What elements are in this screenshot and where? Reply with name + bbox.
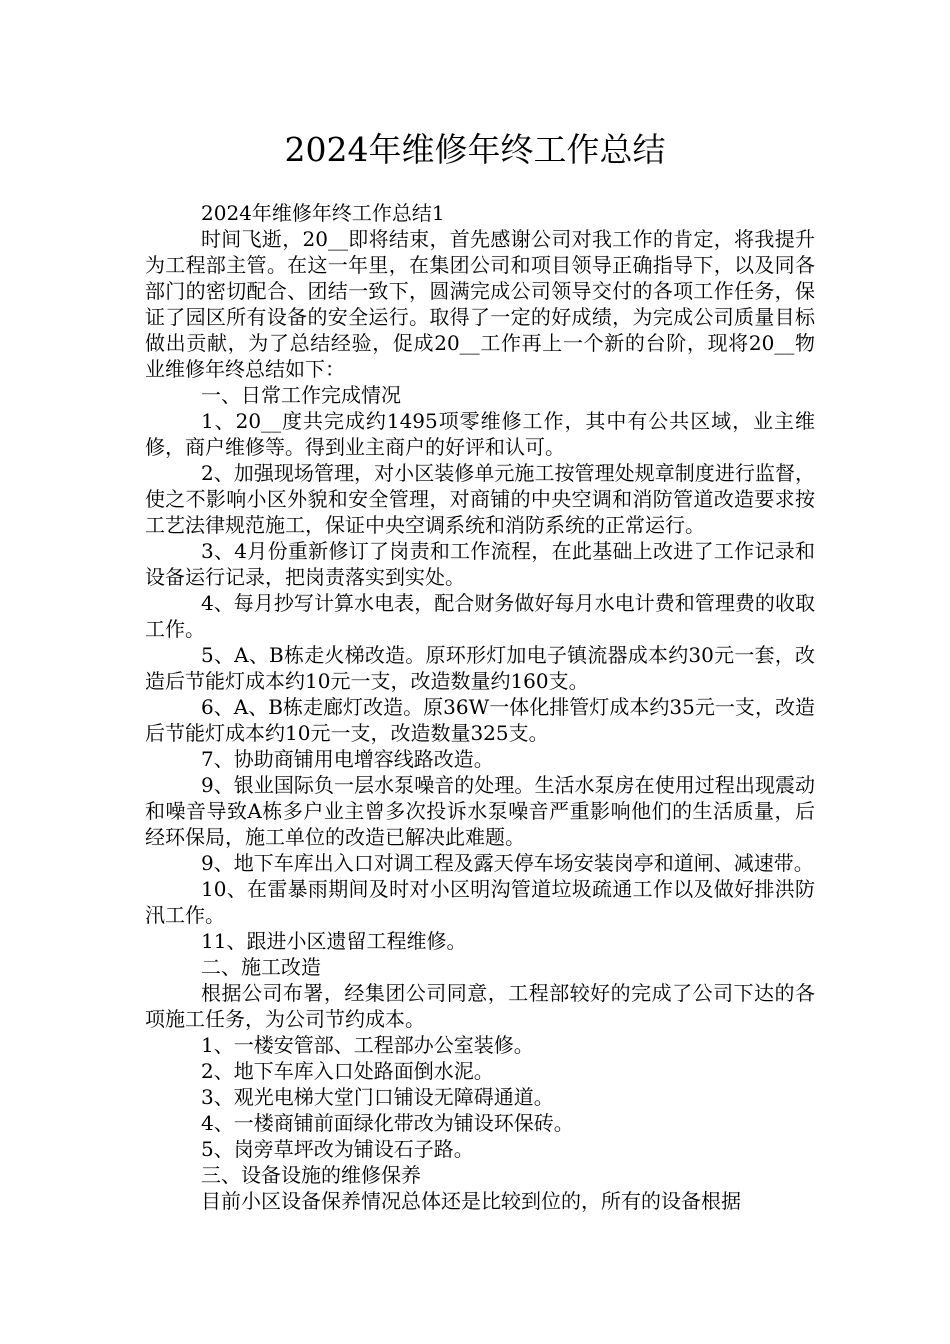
document-title: 2024年维修年终工作总结 <box>284 130 666 169</box>
list-item: 2、加强现场管理，对小区装修单元施工按管理处规章制度进行监督，使之不影响小区外貌和安全管理，对商铺的中央空调和消防管道改造要求按工艺法律规范施工，保证中央空调系统和消防系统的正常运行。 <box>145 461 815 537</box>
list-item: 4、每月抄写计算水电表，配合财务做好每月水电计费和管理费的收取工作。 <box>145 591 815 641</box>
list-item: 4、一楼商铺前面绿化带改为铺设环保砖。 <box>201 1111 574 1135</box>
document-body <box>145 200 815 1214</box>
list-item: 10、在雷暴雨期间及时对小区明沟管道垃圾疏通工作以及做好排洪防汛工作。 <box>145 877 815 927</box>
section-heading: 一、日常工作完成情况 <box>201 383 401 407</box>
intro-paragraph: 时间飞逝，20__即将结束，首先感谢公司对我工作的肯定，将我提升为工程部主管。在这一年里，在集团公司和项目领导正确指导下，以及同各部门的密切配合、团结一致下，圆满完成公司领导交付的各项工作任务，保证了园区所有设备的安全运行。取得了一定的好成绩，为完成公司质量目标做出贡献，为了总结经验，促成20__工作再上一个新的台阶，现将20__物业维修年终总结如下： <box>145 227 815 381</box>
list-item: 6、A、B栋走廊灯改造。原36W一体化排管灯成本约35元一支，改造后节能灯成本约10元一支，改造数量325支。 <box>145 695 815 745</box>
list-item: 9、地下车库出入口对调工程及露天停车场安装岗亭和道闸、减速带。 <box>201 851 814 875</box>
list-item: 3、4月份重新修订了岗责和工作流程，在此基础上改进了工作记录和设备运行记录，把岗责落实到实处。 <box>145 539 815 589</box>
body-paragraph: 根据公司布署，经集团公司同意，工程部较好的完成了公司下达的各项施工任务，为公司节约成本。 <box>145 981 815 1031</box>
subtitle-paragraph: 2024年维修年终工作总结1 <box>201 201 445 225</box>
list-item: 11、跟进小区遗留工程维修。 <box>201 929 467 953</box>
list-item: 1、一楼安管部、工程部办公室装修。 <box>201 1033 534 1057</box>
list-item: 7、协助商铺用电增容线路改造。 <box>201 747 494 771</box>
list-item: 5、A、B栋走火梯改造。原环形灯加电子镇流器成本约30元一套，改造后节能灯成本约10元一支，改造数量约160支。 <box>145 643 815 693</box>
section-heading: 二、施工改造 <box>201 955 321 979</box>
list-item: 2、地下车库入口处路面倒水泥。 <box>201 1059 494 1083</box>
list-item: 3、观光电梯大堂门口铺设无障碍通道。 <box>201 1085 554 1109</box>
list-item: 1、20__度共完成约1495项零维修工作，其中有公共区域，业主维修，商户维修等。得到业主商户的好评和认可。 <box>145 409 815 459</box>
list-item: 5、岗旁草坪改为铺设石子路。 <box>201 1137 474 1161</box>
list-item: 9、银业国际负一层水泵噪音的处理。生活水泵房在使用过程出现震动和噪音导致A栋多户业主曾多次投诉水泵噪音严重影响他们的生活质量，后经环保局，施工单位的改造已解决此难题。 <box>145 773 815 849</box>
body-paragraph: 目前小区设备保养情况总体还是比较到位的，所有的设备根据 <box>201 1189 741 1213</box>
section-heading: 三、设备设施的维修保养 <box>201 1163 421 1187</box>
